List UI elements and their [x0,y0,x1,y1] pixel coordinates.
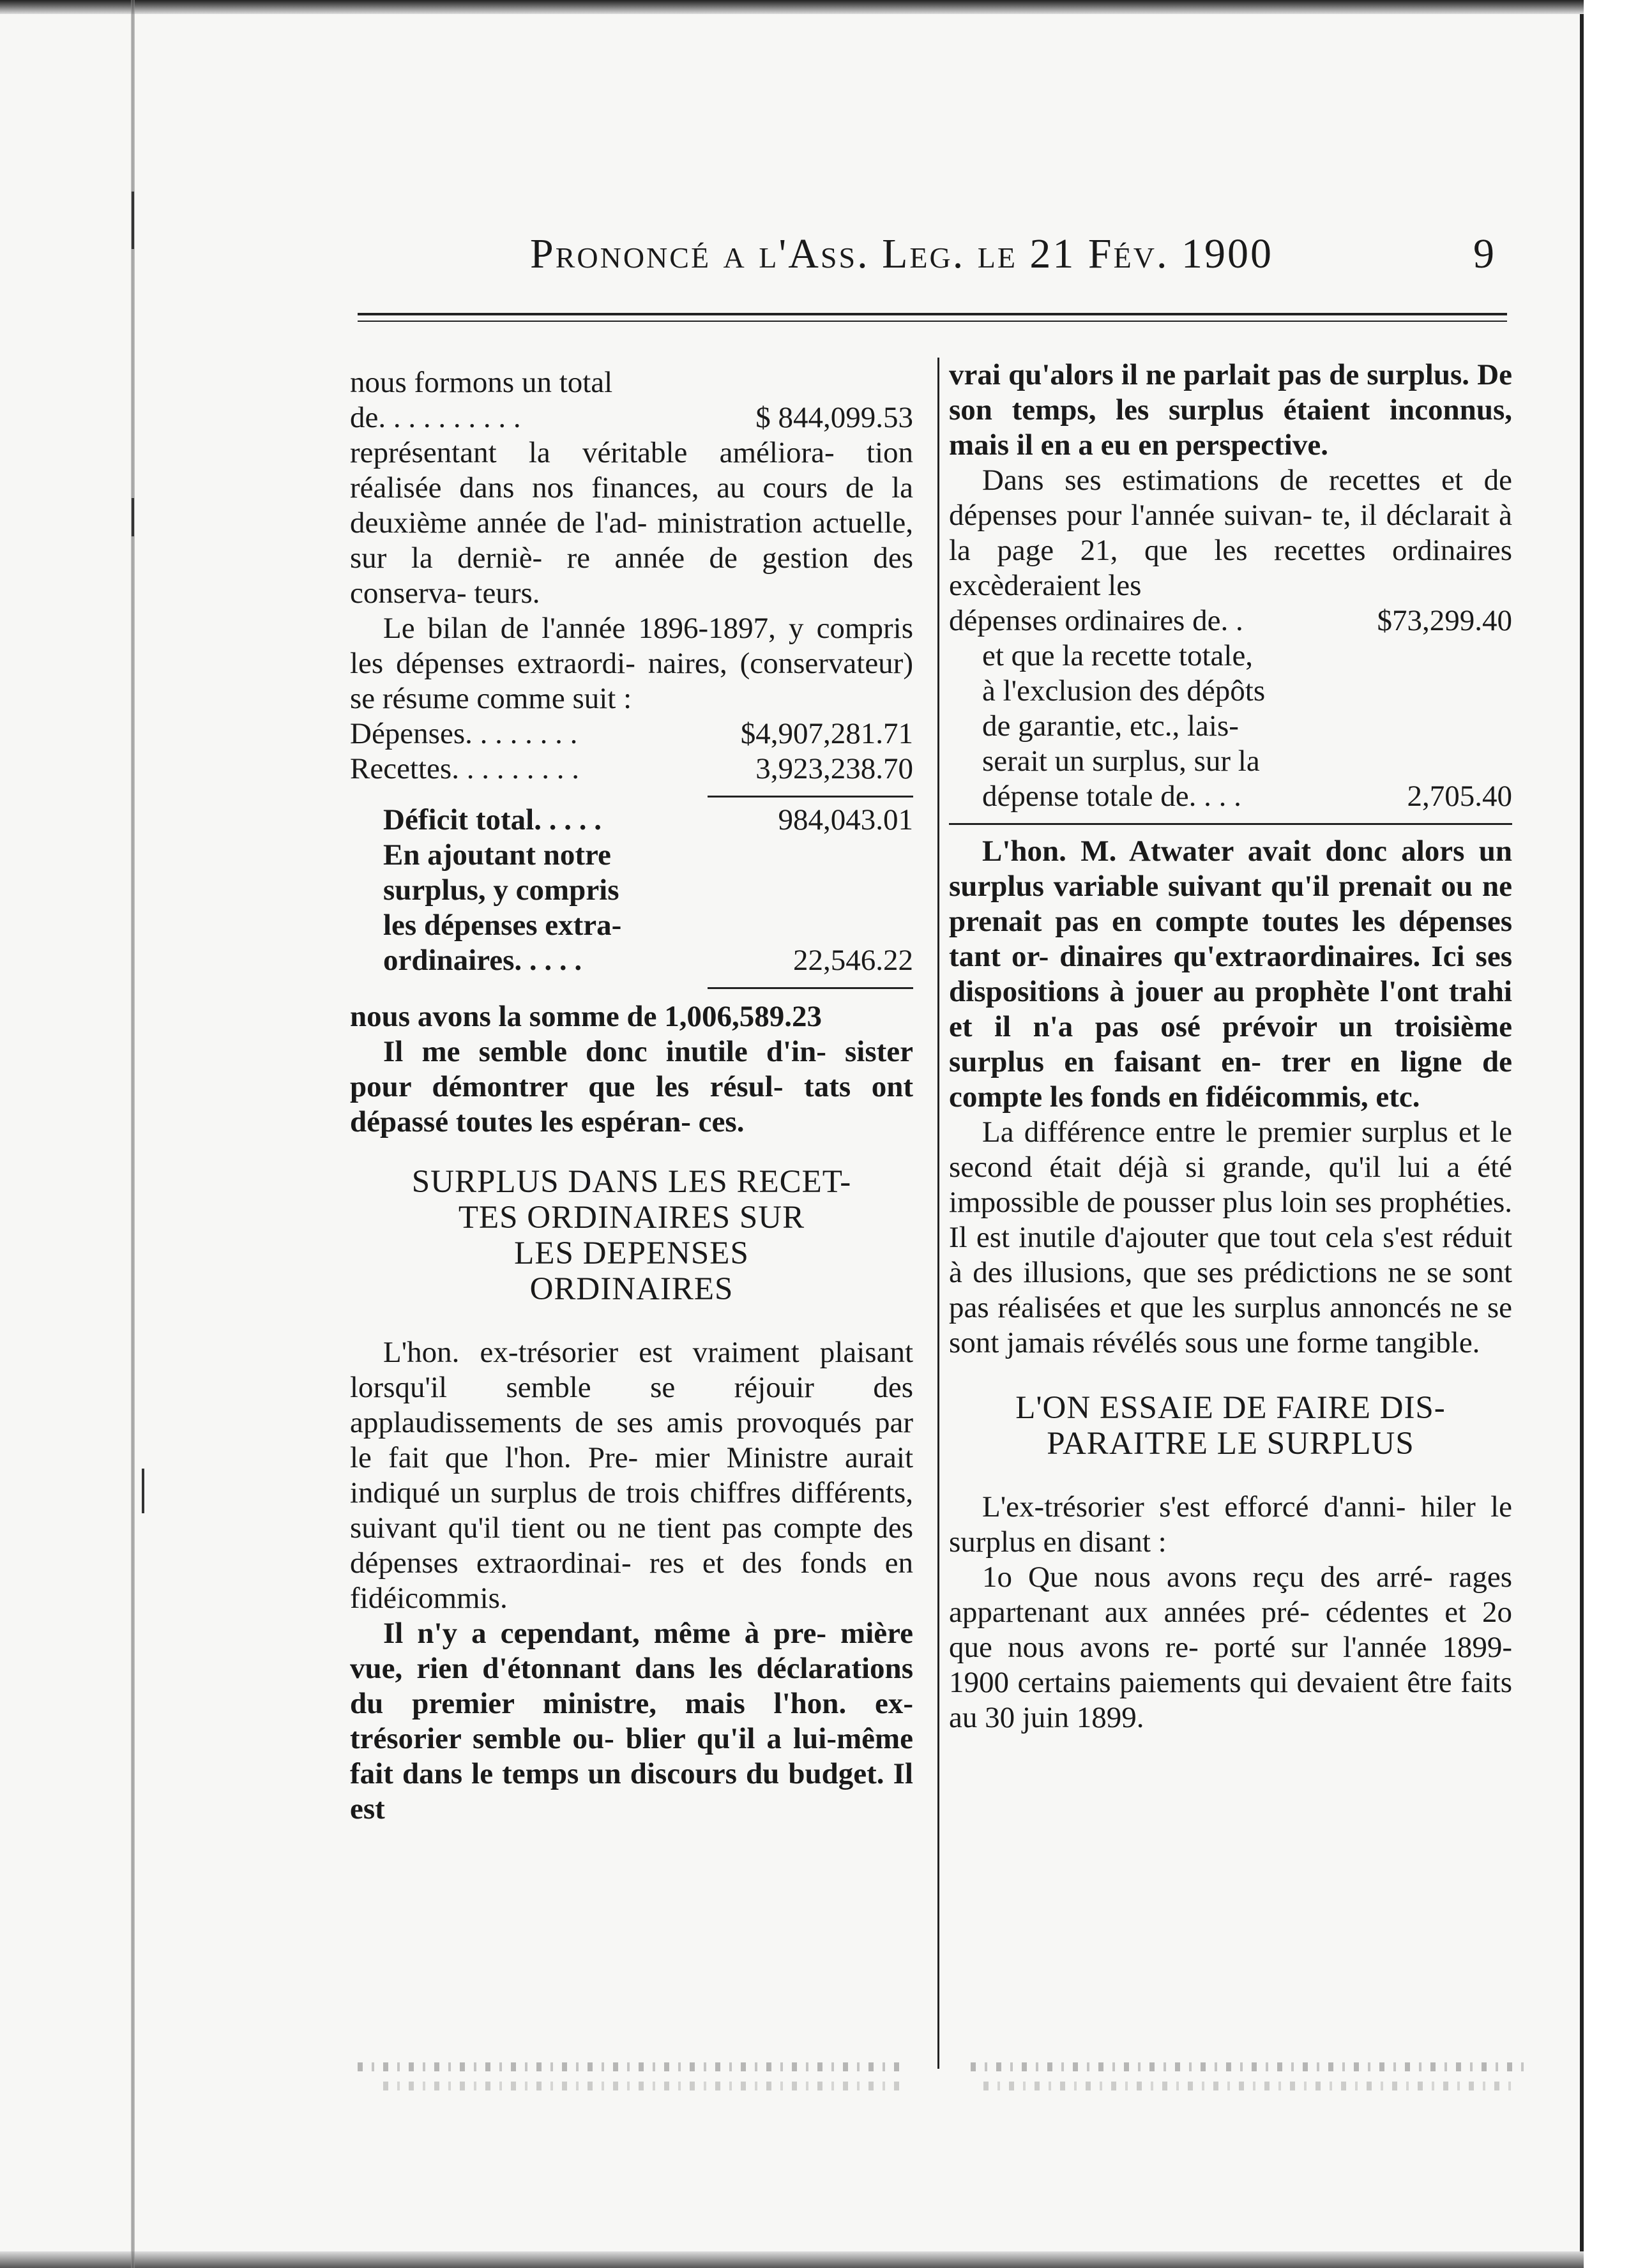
section-rule [949,823,1512,825]
paragraph: Il n'y a cependant, même à pre- mière vue, rien d'étonnant dans les déclarations du premier ministre, mais l'hon. ex-trésorier semble ou- blier qu'il a lui-même fait dans le temps un discours du budget. Il est [350,1617,913,1826]
scan-noise [358,2062,907,2071]
ajoutant-label: ordinaires. . . . . [383,944,582,977]
registration-mark [132,192,134,249]
header-rule [358,313,1507,315]
ajoutant-line: surplus, y compris [383,873,619,907]
somme-line: nous avons la somme de 1,006,589.23 [350,1000,822,1033]
total-value: $ 844,099.53 [755,401,913,434]
depenses-ordinaires-label: dépenses ordinaires de. . [949,604,1243,637]
section-heading: L'ON ESSAIE DE FAIRE DIS- [1015,1390,1446,1426]
totale-line: serait un surplus, sur la [982,745,1260,778]
sum-rule [708,987,913,989]
intro-line: nous formons un total [350,366,613,399]
totale-line: et que la recette totale, [982,639,1254,672]
column-divider [937,358,939,2069]
paragraph: vrai qu'alors il ne parlait pas de surplus. De son temps, les surplus étaient inconnus, mais il en a eu en perspective. [949,358,1512,462]
deficit-block [350,803,913,978]
totale-line: de garantie, etc., lais- [982,709,1239,743]
ajoutant-value: 22,546.22 [793,944,913,977]
recettes-row [350,752,913,787]
recettes-value: 3,923,238.70 [755,752,913,785]
paragraph: Dans ses estimations de recettes et de dépenses pour l'année suivan- te, il déclarait à la page 21, que les recettes ordinaires excèderaient les [949,464,1512,602]
ajoutant-line: les dépenses extra- [383,909,622,942]
left-column [350,365,913,1827]
paragraph: Il me semble donc inutile d'in- sister pour démontrer que les résul- tats ont dépassé toutes les espéran- ces. [350,1035,913,1138]
paragraph: représentant la véritable améliora- tion réalisée dans nos finances, au cours de la deuxième année de l'ad- ministration actuelle, sur la derniè- re année de gestion des conserva- teurs. [350,436,913,610]
depenses-row [350,716,913,752]
scan-top-edge [0,0,1584,14]
section-heading: SURPLUS DANS LES RECET- [411,1164,852,1200]
depenses-ordinaires-row [949,603,1512,639]
deficit-row [383,803,913,838]
deficit-value: 984,043.01 [778,803,913,836]
page-number: 9 [1473,231,1494,277]
header-rule-thin [358,321,1507,322]
ajoutant-row [383,943,913,978]
ajoutant-line: En ajoutant notre [383,838,611,872]
paragraph: La différence entre le premier surplus et le second était déjà si grande, qu'il lui a été impossible de pousser plus loin ses prophéties. Il est inutile d'ajouter que tout cela s'est réduit à des illusions, que ses prédictions ne se sont pas réalisées et que les surplus annoncés ne se sont jamais révélés sous une forme tangible. [949,1115,1512,1359]
deficit-label: Déficit total. . . . . [383,803,602,836]
paragraph: 1o Que nous avons reçu des arré- rages appartenant aux années pré- cédentes et 2o que nous avons re- porté sur l'année 1899-1900 certains paiements qui devaient être faits au 30 juin 1899. [949,1561,1512,1734]
paragraph: L'hon. M. Atwater avait donc alors un surplus variable suivant qu'il prenait ou ne prenait pas en compte toutes les dépenses tant or- dinaires qu'extraordinaires. Ici ses dispositions à jouer au prophète l'ont trahi et il n'a pas osé prévoir un troisième surplus en faisant en- trer en ligne de compte les fonds en fidéicommis, etc. [949,835,1512,1114]
paragraph: Le bilan de l'année 1896-1897, y compris les dépenses extraordi- naires, (conservateur) se résume comme suit : [350,612,913,715]
recettes-label: Recettes. . . . . . . . . [350,752,579,785]
registration-mark [132,498,134,536]
section-heading: ORDINAIRES [529,1271,734,1307]
section-heading: TES ORDINAIRES SUR [458,1200,805,1236]
sum-rule [708,796,913,798]
total-row [350,400,913,435]
totale-value: 2,705.40 [1407,780,1512,813]
section-heading: PARAITRE LE SURPLUS [1047,1426,1414,1462]
section-heading: LES DEPENSES [514,1236,749,1271]
paragraph: L'hon. ex-trésorier est vraiment plaisant lorsqu'il semble se réjouir des applaudissements de ses amis provoqués par le fait que l'hon. Pre- mier Ministre aurait indiqué un surplus de trois chiffres différents, suivant qu'il tient ou ne tient pas compte des dépenses extraordinai- res et des fonds en fidéicommis. [350,1336,913,1615]
registration-mark [142,1469,144,1513]
scan-noise [971,2062,1533,2071]
scan-bottom-edge [0,2251,1584,2268]
depenses-ordinaires-value: $73,299.40 [1377,604,1512,637]
totale-row [982,779,1512,814]
right-column [949,358,1512,1735]
running-head-title: Prononcé a l'Ass. Leg. le 21 Fév. 1900 [530,231,1273,277]
recette-totale-block [949,639,1512,814]
scan-noise [383,2082,907,2090]
running-head [358,230,1494,287]
scan-noise [983,2082,1520,2090]
total-label: de. . . . . . . . . . [350,401,521,434]
totale-line: à l'exclusion des dépôts [982,674,1266,707]
paragraph: L'ex-trésorier s'est efforcé d'anni- hiler le surplus en disant : [949,1490,1512,1559]
depenses-value: $4,907,281.71 [740,717,913,750]
totale-label: dépense totale de. . . . [982,780,1241,813]
depenses-label: Dépenses. . . . . . . . [350,717,578,750]
binding-fold [131,0,135,2268]
